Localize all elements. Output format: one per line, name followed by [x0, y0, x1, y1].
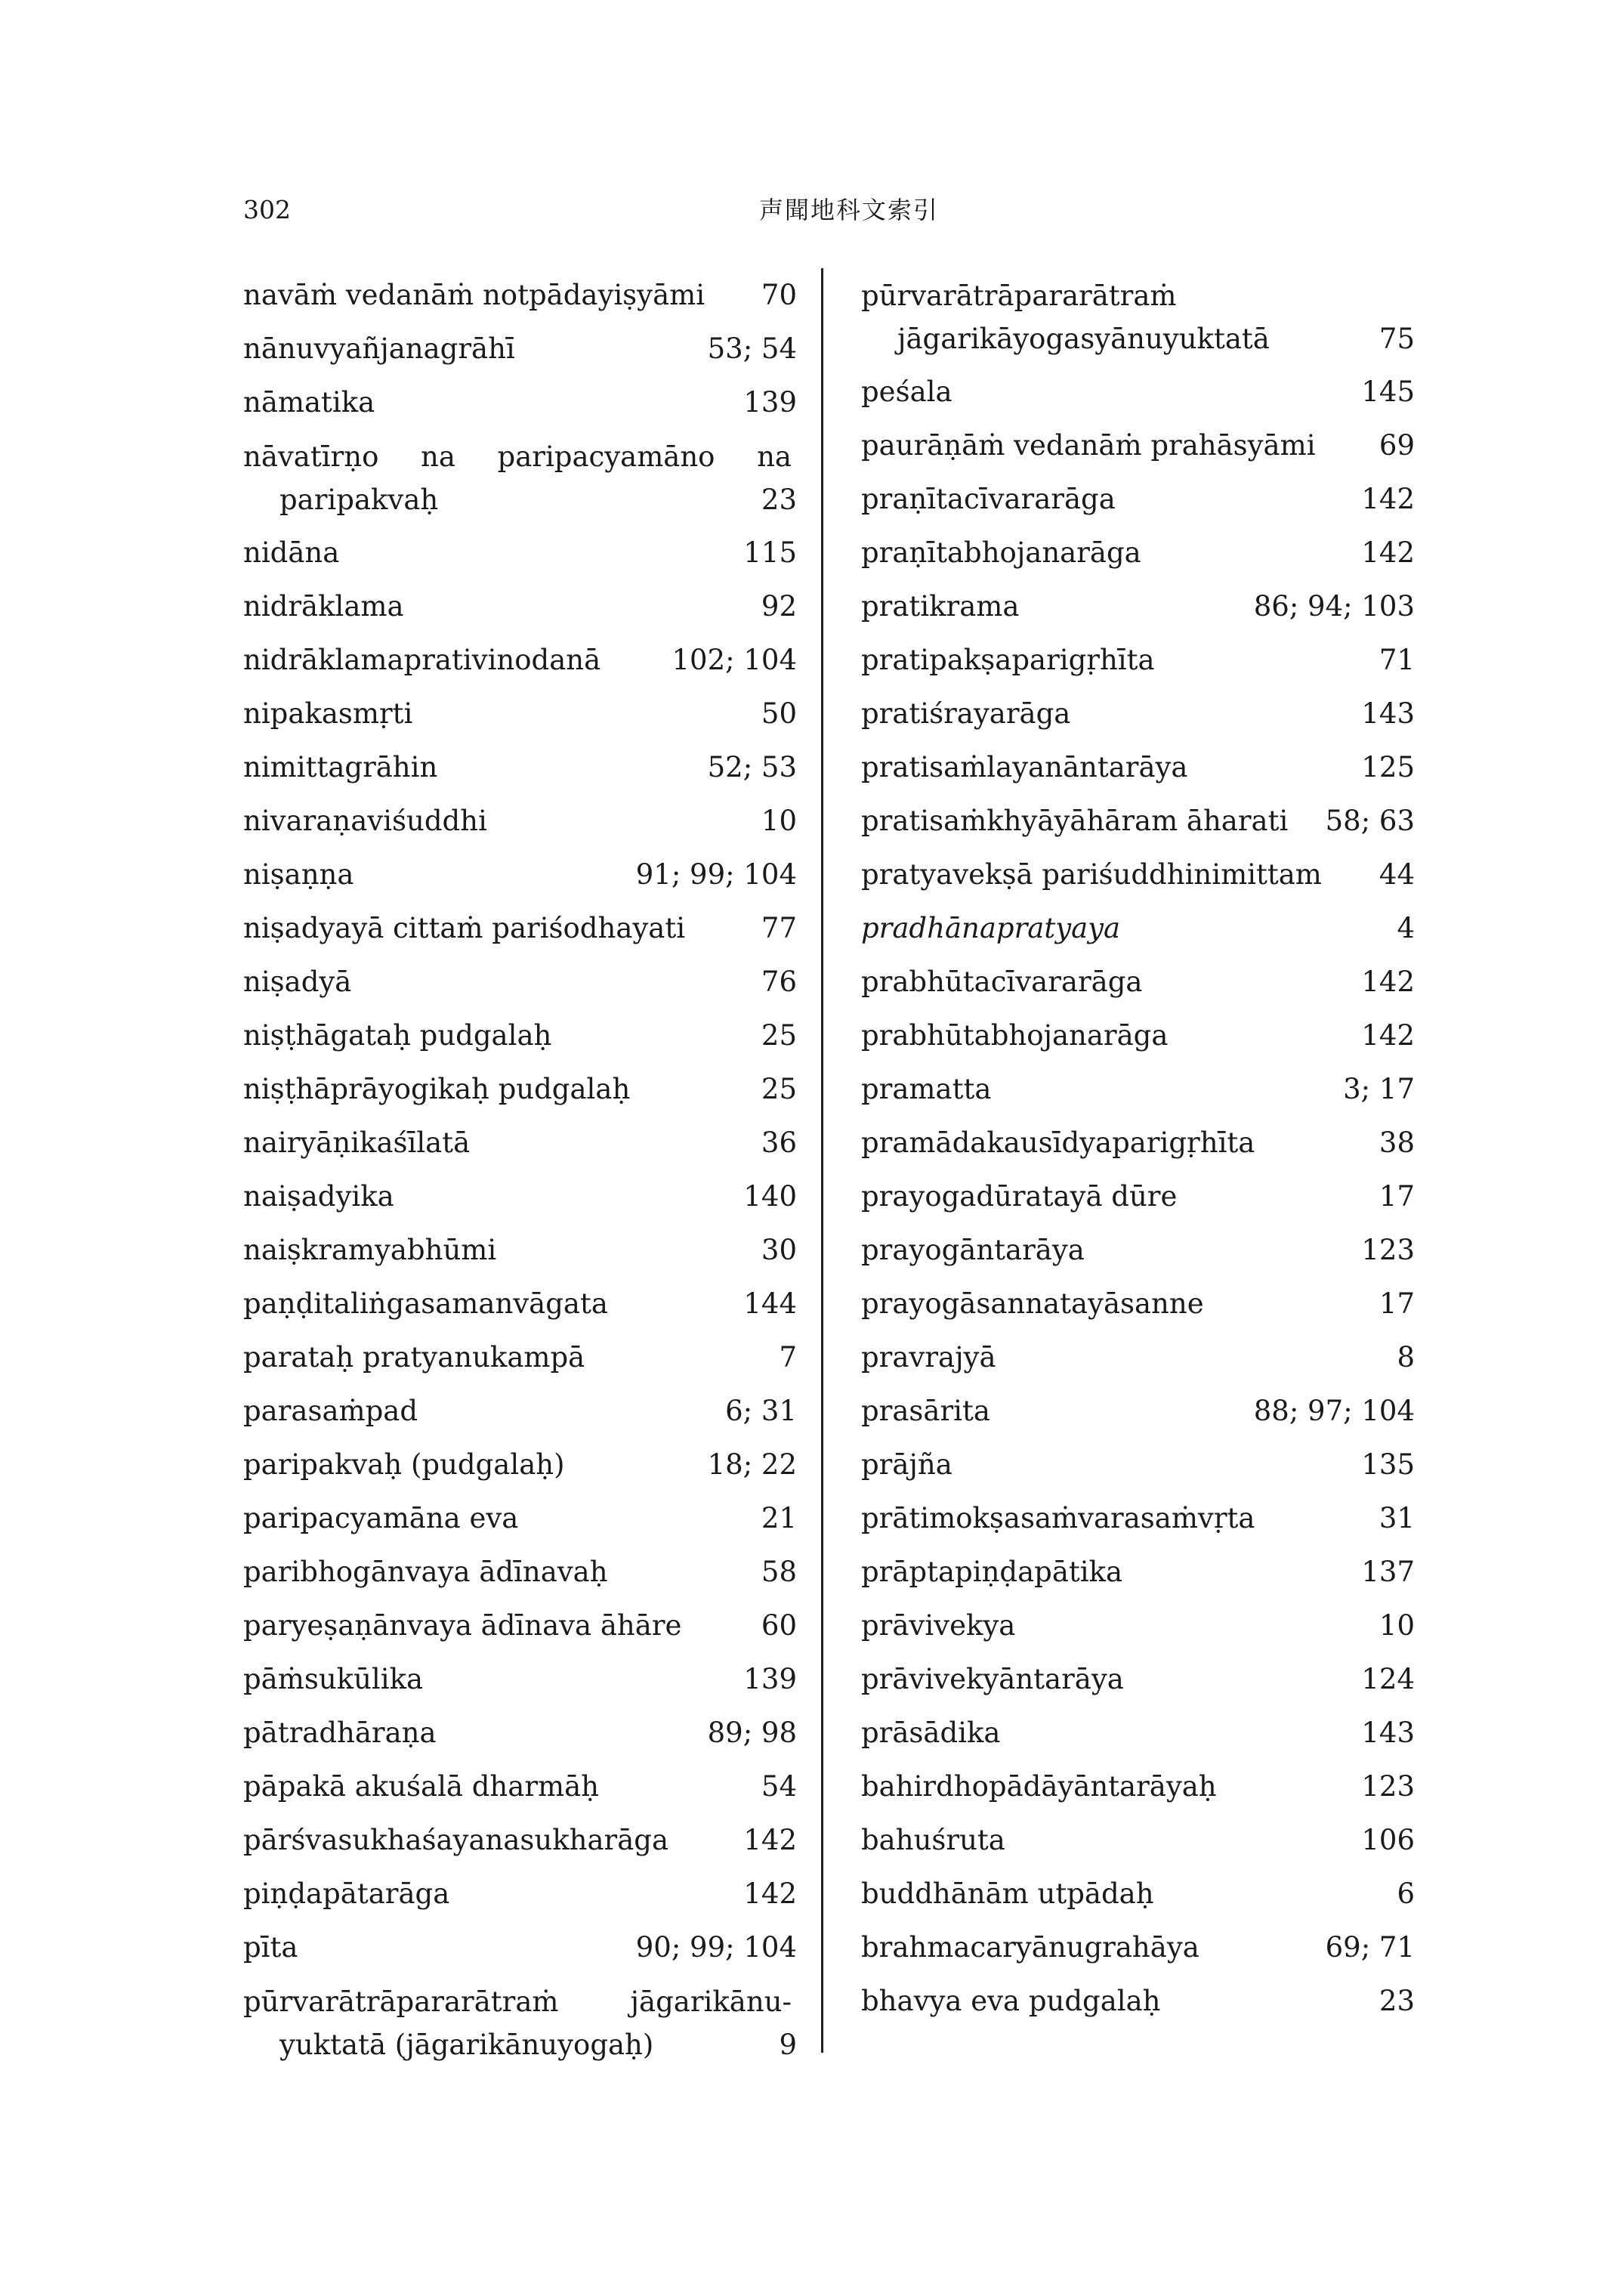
index-page-refs: 6; 31	[725, 1395, 797, 1427]
index-page-refs: 135	[1361, 1448, 1415, 1481]
index-term: nimittagrāhin	[243, 751, 438, 783]
index-page-refs: 106	[1361, 1824, 1415, 1856]
index-term: pīta	[243, 1931, 298, 1964]
index-page-refs: 139	[743, 386, 797, 419]
index-entry	[861, 848, 1415, 901]
index-term: prabhūtabhojanarāga	[861, 1019, 1169, 1052]
index-page-refs: 76	[761, 966, 797, 998]
index-entry	[861, 901, 1415, 955]
column-divider	[821, 268, 823, 2053]
index-entry	[243, 1974, 797, 2071]
index-page-refs: 88; 97; 104	[1253, 1395, 1415, 1427]
index-entry	[243, 268, 797, 322]
index-page-refs: 44	[1379, 858, 1415, 891]
index-entry	[861, 633, 1415, 687]
index-term-line2: jāgarikāyogasyānuyuktatā	[897, 323, 1270, 355]
index-entry	[243, 1867, 797, 1921]
index-term: prāvivekyāntarāya	[861, 1663, 1124, 1695]
index-page-refs: 142	[1361, 966, 1415, 998]
index-entry	[861, 472, 1415, 526]
index-entry	[243, 1116, 797, 1170]
index-term: peśala	[861, 375, 952, 408]
index-entry	[861, 1545, 1415, 1599]
index-term: paryeṣaṇānvaya ādīnava āhāre	[243, 1609, 682, 1642]
index-entry	[243, 1921, 797, 1974]
index-page-refs: 90; 99; 104	[635, 1931, 797, 1964]
index-entry	[861, 1867, 1415, 1921]
index-page-refs: 92	[761, 590, 797, 623]
index-entry	[861, 1760, 1415, 1813]
index-term: nidāna	[243, 536, 340, 569]
index-term: nidrāklamaprativinodanā	[243, 644, 601, 676]
index-entry	[861, 1706, 1415, 1760]
index-page-refs: 53; 54	[707, 332, 797, 365]
index-term: paripacyamāna eva	[243, 1502, 519, 1534]
index-term: nidrāklama	[243, 590, 404, 623]
index-term-line1: nāvatīrṇo na paripacyamāno na	[243, 440, 792, 473]
index-term: brahmacaryānugrahāya	[861, 1931, 1199, 1964]
index-term: paripakvaḥ (pudgalaḥ)	[243, 1448, 565, 1481]
index-page-refs: 23	[761, 484, 797, 516]
index-term: prayogāsannatayāsanne	[861, 1287, 1204, 1320]
index-term: nipakasmṛti	[243, 697, 413, 730]
index-entry	[861, 1277, 1415, 1330]
index-entry	[861, 526, 1415, 579]
index-page-refs: 17	[1379, 1180, 1415, 1213]
index-entry	[861, 1974, 1415, 2028]
index-page-refs: 9	[779, 2029, 797, 2061]
index-entry	[861, 1384, 1415, 1438]
index-page-refs: 115	[743, 536, 797, 569]
index-term: prabhūtacīvararāga	[861, 966, 1143, 998]
index-term: bahuśruta	[861, 1824, 1005, 1856]
index-entry	[861, 1009, 1415, 1062]
index-term: piṇḍapātarāga	[243, 1877, 450, 1910]
index-term: parataḥ pratyanukampā	[243, 1341, 585, 1374]
index-column-left	[243, 268, 797, 2071]
index-term: navāṁ vedanāṁ notpādayiṣyāmi	[243, 279, 705, 311]
index-term-line2: yuktatā (jāgarikānuyogaḥ)	[279, 2029, 654, 2061]
index-page-refs: 31	[1379, 1502, 1415, 1534]
index-term-line2: paripakvaḥ	[279, 484, 439, 516]
index-term: niṣadyayā cittaṁ pariśodhayati	[243, 912, 686, 944]
index-page-refs: 4	[1397, 912, 1415, 944]
index-term: parasaṁpad	[243, 1395, 418, 1427]
index-page-refs: 142	[743, 1877, 797, 1910]
index-entry	[243, 1813, 797, 1867]
index-page-refs: 54	[761, 1770, 797, 1803]
index-term: niṣaṇṇa	[243, 858, 354, 891]
index-entry	[861, 365, 1415, 419]
index-entry	[861, 1599, 1415, 1652]
index-entry	[243, 1223, 797, 1277]
index-term: nānuvyañjanagrāhī	[243, 332, 515, 365]
index-term: pātradhāraṇa	[243, 1717, 437, 1749]
index-page-refs: 25	[761, 1019, 797, 1052]
page-header	[243, 195, 1414, 225]
index-entry	[243, 1599, 797, 1652]
index-term-line1: pūrvarātrāpararātraṁ	[861, 280, 1177, 312]
index-term: nāmatika	[243, 386, 375, 419]
page-number: 302	[243, 195, 291, 224]
index-entry	[861, 1062, 1415, 1116]
index-term: bahirdhopādāyāntarāyaḥ	[861, 1770, 1217, 1803]
index-term: pratisaṁlayanāntarāya	[861, 751, 1188, 783]
index-page-refs: 70	[761, 279, 797, 311]
index-page-refs: 143	[1361, 1717, 1415, 1749]
index-entry	[243, 848, 797, 901]
index-term: paṇḍitaliṅgasamanvāgata	[243, 1287, 608, 1320]
index-term: pratyavekṣā pariśuddhinimittam	[861, 858, 1322, 891]
index-page-refs: 3; 17	[1343, 1073, 1415, 1105]
index-entry	[243, 322, 797, 375]
index-page-refs: 30	[761, 1234, 797, 1266]
index-page-refs: 142	[1361, 1019, 1415, 1052]
index-entry	[243, 633, 797, 687]
index-page-refs: 52; 53	[707, 751, 797, 783]
index-term: prayogadūratayā dūre	[861, 1180, 1178, 1213]
index-entry	[243, 1760, 797, 1813]
index-term: prasārita	[861, 1395, 990, 1427]
index-entry	[861, 419, 1415, 472]
index-page-refs: 139	[743, 1663, 797, 1695]
index-entry	[243, 1652, 797, 1706]
index-page-refs: 18; 22	[707, 1448, 797, 1481]
index-entry	[861, 1170, 1415, 1223]
index-page-refs: 137	[1361, 1556, 1415, 1588]
index-page-refs: 77	[761, 912, 797, 944]
index-entry	[861, 1652, 1415, 1706]
index-entry	[861, 955, 1415, 1009]
index-term: pratikrama	[861, 590, 1020, 623]
index-entry	[243, 794, 797, 848]
index-entry	[861, 1491, 1415, 1545]
index-page-refs: 145	[1361, 375, 1415, 408]
index-term: bhavya eva pudgalaḥ	[861, 1985, 1161, 2017]
index-entry	[243, 526, 797, 579]
running-title: 声聞地科文索引	[758, 196, 939, 224]
index-term: naiṣkramyabhūmi	[243, 1234, 497, 1266]
index-entry	[861, 1813, 1415, 1867]
index-entry	[243, 429, 797, 526]
index-term: prājña	[861, 1448, 952, 1481]
index-term-line1: pūrvarātrāpararātraṁ jāgarikānu-	[243, 1985, 792, 2018]
index-entry	[243, 375, 797, 429]
index-page-refs: 123	[1361, 1234, 1415, 1266]
index-entry	[861, 1223, 1415, 1277]
index-term: pravrajyā	[861, 1341, 996, 1374]
index-page-refs: 60	[761, 1609, 797, 1642]
index-page-refs: 50	[761, 697, 797, 730]
index-entry	[243, 1384, 797, 1438]
index-entry	[243, 1706, 797, 1760]
index-term: pramatta	[861, 1073, 992, 1105]
index-term: niṣṭhāgataḥ pudgalaḥ	[243, 1019, 552, 1052]
index-term: pāpakā akuśalā dharmāḥ	[243, 1770, 599, 1803]
index-term: niṣṭhāprāyogikaḥ pudgalaḥ	[243, 1073, 631, 1105]
index-entry	[243, 1330, 797, 1384]
index-page-refs: 69; 71	[1325, 1931, 1415, 1964]
index-term: nivaraṇaviśuddhi	[243, 805, 487, 837]
index-page-refs: 71	[1379, 644, 1415, 676]
index-term: prāvivekya	[861, 1609, 1016, 1642]
index-page-refs: 86; 94; 103	[1253, 590, 1415, 623]
index-term: pārśvasukhaśayanasukharāga	[243, 1824, 669, 1856]
index-page-refs: 124	[1361, 1663, 1415, 1695]
index-page-refs: 21	[761, 1502, 797, 1534]
index-entry	[243, 901, 797, 955]
index-page-refs: 58	[761, 1556, 797, 1588]
index-page-refs: 140	[743, 1180, 797, 1213]
index-entry	[243, 1009, 797, 1062]
index-term: pratiśrayarāga	[861, 697, 1071, 730]
index-term: naiṣadyika	[243, 1180, 394, 1213]
index-entry	[243, 1170, 797, 1223]
index-page-refs: 23	[1379, 1985, 1415, 2017]
index-page-refs: 10	[1379, 1609, 1415, 1642]
index-page-refs: 142	[1361, 536, 1415, 569]
index-term: nairyāṇikaśīlatā	[243, 1126, 471, 1159]
index-term: prayogāntarāya	[861, 1234, 1085, 1266]
index-page-refs: 144	[743, 1287, 797, 1320]
index-term: pratipakṣaparigṛhīta	[861, 644, 1155, 676]
index-term: paurāṇāṁ vedanāṁ prahāsyāmi	[861, 429, 1316, 462]
index-page-refs: 8	[1397, 1341, 1415, 1374]
index-entry	[861, 268, 1415, 365]
index-entry	[861, 794, 1415, 848]
index-page-refs: 36	[761, 1126, 797, 1159]
index-entry	[243, 1062, 797, 1116]
index-entry	[861, 1921, 1415, 1974]
index-page-refs: 10	[761, 805, 797, 837]
index-entry	[243, 1438, 797, 1491]
index-entry	[243, 579, 797, 633]
index-entry	[861, 1330, 1415, 1384]
index-entry	[861, 740, 1415, 794]
index-term: pradhānapratyaya	[861, 912, 1121, 944]
index-term: praṇītacīvararāga	[861, 483, 1116, 515]
index-page-refs: 25	[761, 1073, 797, 1105]
index-entry	[243, 1491, 797, 1545]
index-term: prāptapiṇḍapātika	[861, 1556, 1123, 1588]
index-page-refs: 38	[1379, 1126, 1415, 1159]
index-term: niṣadyā	[243, 966, 352, 998]
index-term: buddhānām utpādaḥ	[861, 1877, 1154, 1910]
index-page-refs: 17	[1379, 1287, 1415, 1320]
index-column-right	[861, 268, 1415, 2028]
index-page-refs: 123	[1361, 1770, 1415, 1803]
index-term: pramādakausīdyaparigṛhīta	[861, 1126, 1255, 1159]
index-term: pratisaṁkhyāyāhāram āharati	[861, 805, 1289, 837]
index-term: praṇītabhojanarāga	[861, 536, 1141, 569]
index-term: paribhogānvaya ādīnavaḥ	[243, 1556, 608, 1588]
index-page-refs: 142	[743, 1824, 797, 1856]
index-entry	[861, 1438, 1415, 1491]
index-entry	[861, 579, 1415, 633]
index-entry	[243, 1545, 797, 1599]
index-page-refs: 75	[1379, 323, 1415, 355]
index-page-refs: 58; 63	[1325, 805, 1415, 837]
index-page-refs: 69	[1379, 429, 1415, 462]
index-page-refs: 125	[1361, 751, 1415, 783]
index-page-refs: 91; 99; 104	[635, 858, 797, 891]
index-page-refs: 142	[1361, 483, 1415, 515]
index-entry	[243, 955, 797, 1009]
index-term: pāṁsukūlika	[243, 1663, 424, 1695]
index-term: prātimokṣasaṁvarasaṁvṛta	[861, 1502, 1255, 1534]
index-entry	[861, 1116, 1415, 1170]
index-page-refs: 6	[1397, 1877, 1415, 1910]
index-entry	[243, 1277, 797, 1330]
index-page-refs: 89; 98	[707, 1717, 797, 1749]
index-entry	[243, 740, 797, 794]
index-page-refs: 143	[1361, 697, 1415, 730]
index-page-refs: 102; 104	[672, 644, 797, 676]
index-entry	[861, 687, 1415, 740]
index-entry	[243, 687, 797, 740]
index-page-refs: 7	[779, 1341, 797, 1374]
index-term: prāsādika	[861, 1717, 1001, 1749]
